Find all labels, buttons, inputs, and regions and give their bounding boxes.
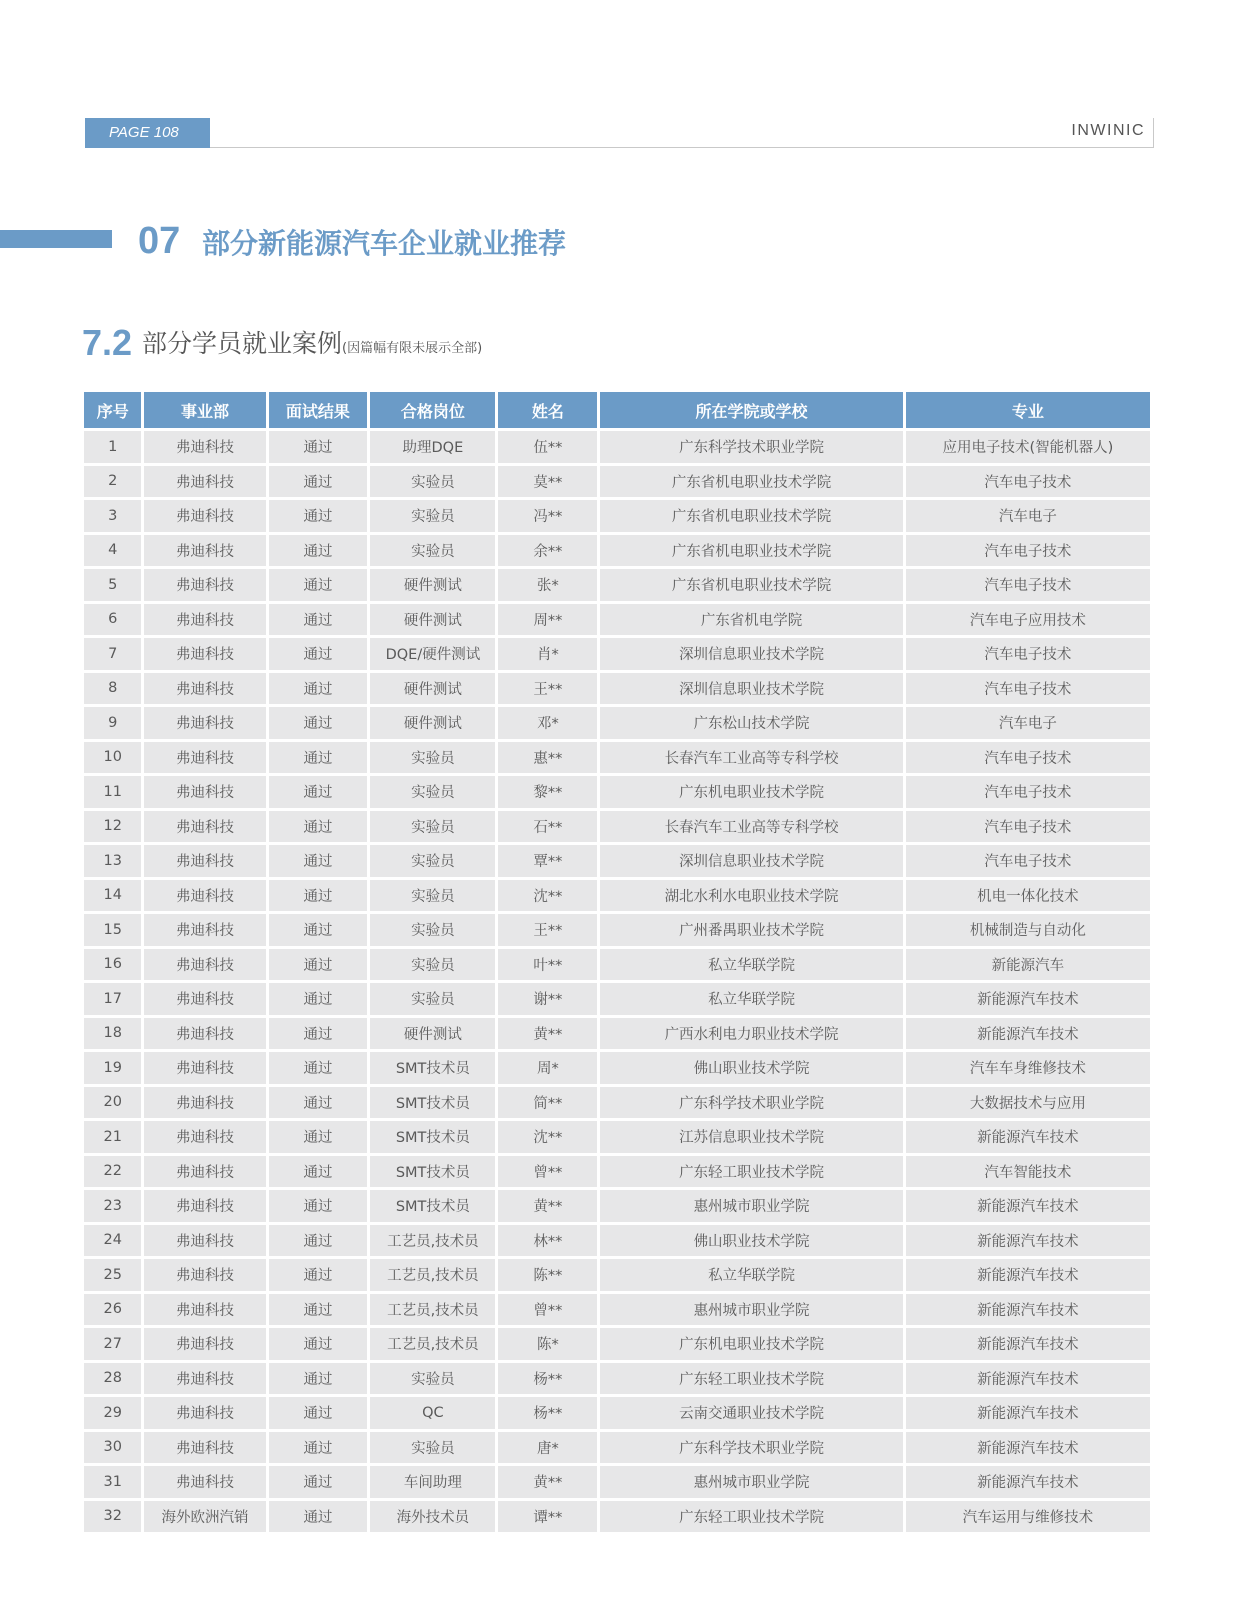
header-col-position: 合格岗位	[370, 392, 495, 428]
cell-col-school: 私立华联学院	[600, 983, 903, 1015]
table-row	[84, 535, 1150, 567]
cell-col-school: 惠州城市职业学院	[600, 1466, 903, 1498]
cell-col-school: 长春汽车工业高等专科学校	[600, 811, 903, 843]
cell-col-division: 弗迪科技	[144, 431, 265, 463]
header-col-division: 事业部	[144, 392, 265, 428]
cell-col-position: SMT技术员	[370, 1121, 495, 1153]
cell-col-position: 助理DQE	[370, 431, 495, 463]
table-row	[84, 1397, 1150, 1429]
cell-col-index: 32	[84, 1501, 141, 1533]
cell-col-major: 新能源汽车技术	[906, 1225, 1150, 1257]
cell-col-major: 新能源汽车技术	[906, 1018, 1150, 1050]
cell-col-index: 31	[84, 1466, 141, 1498]
cell-col-division: 弗迪科技	[144, 569, 265, 601]
cell-col-division: 弗迪科技	[144, 707, 265, 739]
cell-col-major: 汽车电子技术	[906, 811, 1150, 843]
table-row	[84, 1466, 1150, 1498]
cell-col-school: 惠州城市职业学院	[600, 1294, 903, 1326]
cell-col-division: 弗迪科技	[144, 1087, 265, 1119]
cell-col-index: 6	[84, 604, 141, 636]
cell-col-interview-result: 通过	[269, 1225, 368, 1257]
cell-col-position: 硬件测试	[370, 1018, 495, 1050]
section-number: 7.2	[82, 322, 133, 363]
cell-col-name: 张*	[498, 569, 597, 601]
cell-col-major: 大数据技术与应用	[906, 1087, 1150, 1119]
cell-col-interview-result: 通过	[269, 811, 368, 843]
cell-col-index: 14	[84, 880, 141, 912]
cell-col-position: DQE/硬件测试	[370, 638, 495, 670]
cell-col-school: 广东科学技术职业学院	[600, 1087, 903, 1119]
cell-col-school: 广东科学技术职业学院	[600, 431, 903, 463]
cell-col-index: 1	[84, 431, 141, 463]
section-title	[142, 326, 482, 367]
cell-col-position: 车间助理	[370, 1466, 495, 1498]
cell-col-division: 弗迪科技	[144, 1466, 265, 1498]
cell-col-index: 25	[84, 1259, 141, 1291]
cell-col-interview-result: 通过	[269, 569, 368, 601]
table-row	[84, 1363, 1150, 1395]
cell-col-major: 汽车运用与维修技术	[906, 1501, 1150, 1533]
cell-col-position: 海外技术员	[370, 1501, 495, 1533]
cell-col-name: 陈*	[498, 1328, 597, 1360]
chapter-number: 07	[138, 220, 181, 262]
cell-col-index: 27	[84, 1328, 141, 1360]
table-row	[84, 1259, 1150, 1291]
cell-col-position: SMT技术员	[370, 1087, 495, 1119]
cell-col-index: 10	[84, 742, 141, 774]
table-body	[84, 431, 1150, 1532]
header-col-name: 姓名	[498, 392, 597, 428]
cell-col-index: 19	[84, 1052, 141, 1084]
table-row	[84, 983, 1150, 1015]
cell-col-position: 实验员	[370, 1363, 495, 1395]
cell-col-interview-result: 通过	[269, 500, 368, 532]
cell-col-division: 弗迪科技	[144, 604, 265, 636]
cell-col-name: 黄**	[498, 1190, 597, 1222]
cell-col-index: 22	[84, 1156, 141, 1188]
cell-col-position: 硬件测试	[370, 569, 495, 601]
cell-col-school: 广州番禺职业技术学院	[600, 914, 903, 946]
cell-col-division: 弗迪科技	[144, 1328, 265, 1360]
cell-col-interview-result: 通过	[269, 1363, 368, 1395]
cell-col-position: 工艺员,技术员	[370, 1259, 495, 1291]
cell-col-division: 弗迪科技	[144, 880, 265, 912]
cell-col-interview-result: 通过	[269, 707, 368, 739]
cell-col-division: 弗迪科技	[144, 638, 265, 670]
cell-col-school: 惠州城市职业学院	[600, 1190, 903, 1222]
cell-col-major: 汽车电子技术	[906, 535, 1150, 567]
cell-col-interview-result: 通过	[269, 1052, 368, 1084]
cell-col-name: 简**	[498, 1087, 597, 1119]
cell-col-name: 王**	[498, 914, 597, 946]
cell-col-school: 广东省机电职业技术学院	[600, 569, 903, 601]
cell-col-division: 弗迪科技	[144, 466, 265, 498]
cell-col-name: 唐*	[498, 1432, 597, 1464]
cell-col-school: 佛山职业技术学院	[600, 1052, 903, 1084]
cell-col-major: 新能源汽车技术	[906, 1294, 1150, 1326]
cell-col-name: 曾**	[498, 1156, 597, 1188]
cell-col-name: 杨**	[498, 1363, 597, 1395]
cell-col-position: 实验员	[370, 949, 495, 981]
cell-col-division: 弗迪科技	[144, 1363, 265, 1395]
cell-col-index: 28	[84, 1363, 141, 1395]
cell-col-position: 实验员	[370, 1432, 495, 1464]
cell-col-school: 广东机电职业技术学院	[600, 776, 903, 808]
cell-col-major: 新能源汽车技术	[906, 1259, 1150, 1291]
table-row	[84, 466, 1150, 498]
cell-col-interview-result: 通过	[269, 742, 368, 774]
cell-col-school: 广东省机电学院	[600, 604, 903, 636]
chapter-accent-bar	[0, 230, 112, 248]
cell-col-major: 新能源汽车	[906, 949, 1150, 981]
cell-col-major: 应用电子技术(智能机器人)	[906, 431, 1150, 463]
table-row	[84, 1190, 1150, 1222]
cell-col-division: 弗迪科技	[144, 983, 265, 1015]
cell-col-index: 23	[84, 1190, 141, 1222]
table-row	[84, 638, 1150, 670]
table-row	[84, 1156, 1150, 1188]
cell-col-index: 26	[84, 1294, 141, 1326]
cell-col-position: SMT技术员	[370, 1156, 495, 1188]
cell-col-division: 弗迪科技	[144, 1259, 265, 1291]
table-row	[84, 742, 1150, 774]
cell-col-school: 广东轻工职业技术学院	[600, 1363, 903, 1395]
cell-col-school: 湖北水利水电职业技术学院	[600, 880, 903, 912]
cell-col-major: 机械制造与自动化	[906, 914, 1150, 946]
cell-col-index: 9	[84, 707, 141, 739]
employment-cases-table	[81, 389, 1153, 1535]
cell-col-division: 弗迪科技	[144, 1397, 265, 1429]
header-divider-tick	[1153, 118, 1154, 148]
cell-col-division: 弗迪科技	[144, 776, 265, 808]
cell-col-major: 汽车电子技术	[906, 466, 1150, 498]
table-row	[84, 914, 1150, 946]
cell-col-position: 实验员	[370, 466, 495, 498]
cell-col-division: 弗迪科技	[144, 1294, 265, 1326]
cell-col-school: 广东机电职业技术学院	[600, 1328, 903, 1360]
cell-col-school: 深圳信息职业技术学院	[600, 638, 903, 670]
table-row	[84, 880, 1150, 912]
cell-col-index: 12	[84, 811, 141, 843]
cell-col-major: 汽车车身维修技术	[906, 1052, 1150, 1084]
table-row	[84, 1052, 1150, 1084]
table-row	[84, 949, 1150, 981]
cell-col-interview-result: 通过	[269, 1328, 368, 1360]
page-number-tag: PAGE 108	[85, 118, 210, 148]
cell-col-division: 弗迪科技	[144, 500, 265, 532]
cell-col-major: 新能源汽车技术	[906, 1432, 1150, 1464]
cell-col-interview-result: 通过	[269, 466, 368, 498]
cell-col-position: 实验员	[370, 811, 495, 843]
cell-col-index: 8	[84, 673, 141, 705]
cell-col-name: 余**	[498, 535, 597, 567]
cell-col-major: 汽车电子技术	[906, 569, 1150, 601]
header-col-school: 所在学院或学校	[600, 392, 903, 428]
cell-col-index: 5	[84, 569, 141, 601]
cell-col-position: 工艺员,技术员	[370, 1328, 495, 1360]
section-note: (因篇幅有限未展示全部)	[342, 341, 483, 356]
cell-col-school: 广东省机电职业技术学院	[600, 500, 903, 532]
cell-col-major: 汽车电子技术	[906, 742, 1150, 774]
cell-col-name: 周**	[498, 604, 597, 636]
cell-col-school: 深圳信息职业技术学院	[600, 845, 903, 877]
header-col-index: 序号	[84, 392, 141, 428]
cell-col-interview-result: 通过	[269, 431, 368, 463]
cell-col-index: 29	[84, 1397, 141, 1429]
cell-col-interview-result: 通过	[269, 535, 368, 567]
section-title-text: 部分学员就业案例	[142, 329, 343, 358]
header-divider	[210, 147, 1154, 148]
cell-col-school: 私立华联学院	[600, 1259, 903, 1291]
cell-col-interview-result: 通过	[269, 1466, 368, 1498]
table-row	[84, 1087, 1150, 1119]
table-row	[84, 1225, 1150, 1257]
cell-col-division: 弗迪科技	[144, 673, 265, 705]
cell-col-school: 私立华联学院	[600, 949, 903, 981]
cell-col-major: 汽车电子技术	[906, 776, 1150, 808]
cell-col-name: 沈**	[498, 1121, 597, 1153]
cell-col-major: 汽车电子技术	[906, 638, 1150, 670]
cell-col-school: 广东省机电职业技术学院	[600, 466, 903, 498]
cell-col-interview-result: 通过	[269, 1432, 368, 1464]
table-header-row	[84, 392, 1150, 428]
cell-col-position: 硬件测试	[370, 604, 495, 636]
cell-col-school: 江苏信息职业技术学院	[600, 1121, 903, 1153]
cell-col-index: 20	[84, 1087, 141, 1119]
cell-col-school: 云南交通职业技术学院	[600, 1397, 903, 1429]
cell-col-school: 佛山职业技术学院	[600, 1225, 903, 1257]
cell-col-name: 曾**	[498, 1294, 597, 1326]
header-col-major: 专业	[906, 392, 1150, 428]
cell-col-name: 肖*	[498, 638, 597, 670]
cell-col-interview-result: 通过	[269, 673, 368, 705]
cell-col-interview-result: 通过	[269, 1190, 368, 1222]
cell-col-name: 黄**	[498, 1466, 597, 1498]
cell-col-position: 实验员	[370, 983, 495, 1015]
cell-col-position: 实验员	[370, 914, 495, 946]
cell-col-major: 新能源汽车技术	[906, 1328, 1150, 1360]
table-row	[84, 811, 1150, 843]
cell-col-division: 弗迪科技	[144, 1432, 265, 1464]
table-row	[84, 1432, 1150, 1464]
cell-col-interview-result: 通过	[269, 638, 368, 670]
cell-col-division: 弗迪科技	[144, 535, 265, 567]
cell-col-major: 汽车智能技术	[906, 1156, 1150, 1188]
table-row	[84, 1328, 1150, 1360]
cell-col-name: 惠**	[498, 742, 597, 774]
cell-col-position: QC	[370, 1397, 495, 1429]
cell-col-name: 沈**	[498, 880, 597, 912]
cell-col-index: 11	[84, 776, 141, 808]
cell-col-division: 弗迪科技	[144, 914, 265, 946]
cell-col-major: 汽车电子技术	[906, 845, 1150, 877]
cell-col-school: 深圳信息职业技术学院	[600, 673, 903, 705]
cell-col-name: 叶**	[498, 949, 597, 981]
cell-col-division: 弗迪科技	[144, 1190, 265, 1222]
cell-col-school: 广东省机电职业技术学院	[600, 535, 903, 567]
cell-col-interview-result: 通过	[269, 845, 368, 877]
cell-col-division: 弗迪科技	[144, 1018, 265, 1050]
table-row	[84, 776, 1150, 808]
cell-col-name: 谭**	[498, 1501, 597, 1533]
cell-col-position: 硬件测试	[370, 707, 495, 739]
cell-col-position: 实验员	[370, 500, 495, 532]
cell-col-division: 弗迪科技	[144, 1225, 265, 1257]
cell-col-index: 18	[84, 1018, 141, 1050]
cell-col-position: 实验员	[370, 535, 495, 567]
cell-col-interview-result: 通过	[269, 1397, 368, 1429]
cell-col-major: 新能源汽车技术	[906, 1121, 1150, 1153]
cell-col-division: 弗迪科技	[144, 742, 265, 774]
cell-col-index: 24	[84, 1225, 141, 1257]
cell-col-interview-result: 通过	[269, 1018, 368, 1050]
table-row	[84, 673, 1150, 705]
cell-col-school: 广西水利电力职业技术学院	[600, 1018, 903, 1050]
cell-col-index: 16	[84, 949, 141, 981]
cell-col-division: 海外欧洲汽销	[144, 1501, 265, 1533]
cell-col-index: 17	[84, 983, 141, 1015]
cell-col-major: 汽车电子	[906, 500, 1150, 532]
cell-col-position: SMT技术员	[370, 1190, 495, 1222]
cell-col-division: 弗迪科技	[144, 1052, 265, 1084]
cell-col-position: 实验员	[370, 880, 495, 912]
brand-name: INWINIC	[1071, 122, 1145, 139]
cell-col-interview-result: 通过	[269, 1294, 368, 1326]
cell-col-index: 4	[84, 535, 141, 567]
cell-col-interview-result: 通过	[269, 1501, 368, 1533]
table-row	[84, 1501, 1150, 1533]
table-row	[84, 707, 1150, 739]
cell-col-name: 林**	[498, 1225, 597, 1257]
cell-col-index: 15	[84, 914, 141, 946]
cell-col-name: 冯**	[498, 500, 597, 532]
cell-col-major: 汽车电子技术	[906, 673, 1150, 705]
cell-col-name: 谢**	[498, 983, 597, 1015]
cell-col-interview-result: 通过	[269, 776, 368, 808]
cell-col-division: 弗迪科技	[144, 1156, 265, 1188]
cell-col-index: 13	[84, 845, 141, 877]
cell-col-division: 弗迪科技	[144, 1121, 265, 1153]
cell-col-name: 石**	[498, 811, 597, 843]
cell-col-school: 广东轻工职业技术学院	[600, 1156, 903, 1188]
table-row	[84, 1018, 1150, 1050]
cell-col-interview-result: 通过	[269, 949, 368, 981]
cell-col-major: 新能源汽车技术	[906, 1363, 1150, 1395]
cell-col-school: 广东松山技术学院	[600, 707, 903, 739]
cell-col-division: 弗迪科技	[144, 845, 265, 877]
table-row	[84, 1121, 1150, 1153]
cell-col-division: 弗迪科技	[144, 949, 265, 981]
cell-col-name: 邓*	[498, 707, 597, 739]
cell-col-position: 实验员	[370, 776, 495, 808]
chapter-title: 部分新能源汽车企业就业推荐	[202, 227, 567, 260]
cell-col-major: 新能源汽车技术	[906, 1190, 1150, 1222]
cell-col-index: 3	[84, 500, 141, 532]
cell-col-name: 覃**	[498, 845, 597, 877]
cell-col-name: 杨**	[498, 1397, 597, 1429]
cell-col-division: 弗迪科技	[144, 811, 265, 843]
cell-col-school: 广东科学技术职业学院	[600, 1432, 903, 1464]
cell-col-name: 陈**	[498, 1259, 597, 1291]
cell-col-index: 2	[84, 466, 141, 498]
cell-col-index: 30	[84, 1432, 141, 1464]
cell-col-position: 工艺员,技术员	[370, 1294, 495, 1326]
cell-col-major: 汽车电子应用技术	[906, 604, 1150, 636]
cell-col-name: 周*	[498, 1052, 597, 1084]
table-row	[84, 845, 1150, 877]
cell-col-interview-result: 通过	[269, 983, 368, 1015]
cell-col-index: 21	[84, 1121, 141, 1153]
cell-col-name: 莫**	[498, 466, 597, 498]
cell-col-name: 伍**	[498, 431, 597, 463]
table-row	[84, 569, 1150, 601]
cell-col-position: 工艺员,技术员	[370, 1225, 495, 1257]
cell-col-interview-result: 通过	[269, 604, 368, 636]
cell-col-interview-result: 通过	[269, 914, 368, 946]
cell-col-major: 新能源汽车技术	[906, 1397, 1150, 1429]
cell-col-name: 黄**	[498, 1018, 597, 1050]
cell-col-major: 汽车电子	[906, 707, 1150, 739]
cell-col-position: 实验员	[370, 742, 495, 774]
cell-col-major: 新能源汽车技术	[906, 983, 1150, 1015]
cell-col-name: 王**	[498, 673, 597, 705]
cell-col-interview-result: 通过	[269, 1156, 368, 1188]
cell-col-interview-result: 通过	[269, 880, 368, 912]
cell-col-major: 新能源汽车技术	[906, 1466, 1150, 1498]
cell-col-name: 黎**	[498, 776, 597, 808]
table-row	[84, 431, 1150, 463]
cell-col-index: 7	[84, 638, 141, 670]
cell-col-position: SMT技术员	[370, 1052, 495, 1084]
table-row	[84, 500, 1150, 532]
cell-col-major: 机电一体化技术	[906, 880, 1150, 912]
cell-col-school: 长春汽车工业高等专科学校	[600, 742, 903, 774]
cell-col-interview-result: 通过	[269, 1259, 368, 1291]
cell-col-interview-result: 通过	[269, 1087, 368, 1119]
cell-col-position: 实验员	[370, 845, 495, 877]
cell-col-school: 广东轻工职业技术学院	[600, 1501, 903, 1533]
cell-col-interview-result: 通过	[269, 1121, 368, 1153]
table-row	[84, 1294, 1150, 1326]
table-row	[84, 604, 1150, 636]
cell-col-position: 硬件测试	[370, 673, 495, 705]
header-col-interview-result: 面试结果	[269, 392, 368, 428]
